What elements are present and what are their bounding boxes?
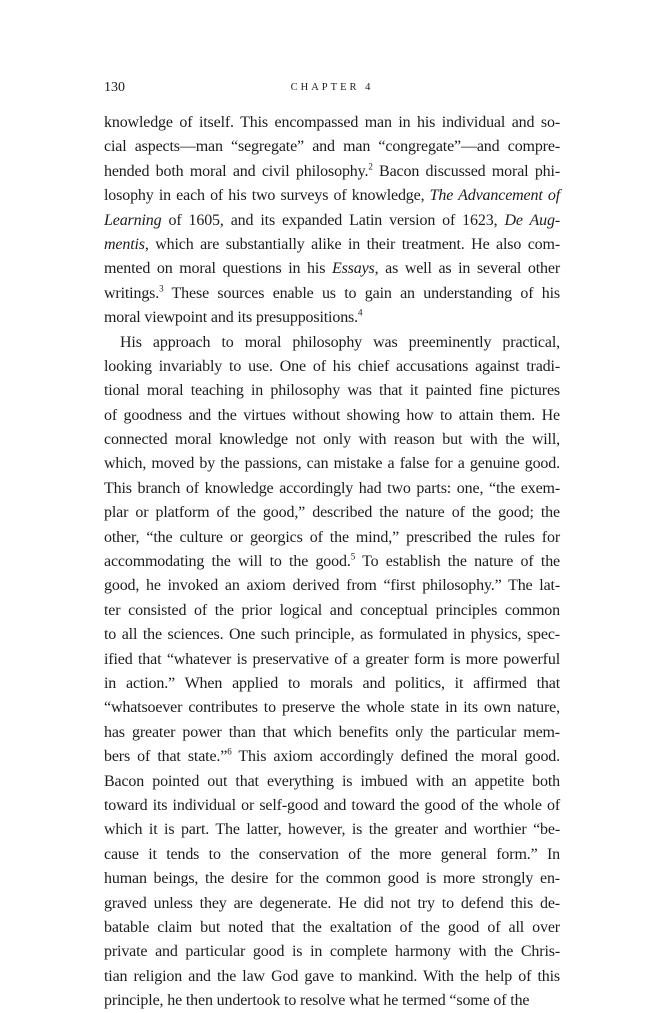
text-line [104,550,560,574]
paragraph [104,331,560,1013]
chapter-heading: CHAPTER 4 [290,82,374,93]
text-run: bers of that state.” [104,748,228,766]
text-line [104,355,560,379]
italic-title: Essays [331,260,375,278]
text-run: plar or platform of the good,” described the nature of the good; the [104,504,560,522]
text-run: to all the sciences. One such principle, as formulated in physics, spec- [104,626,560,644]
text-line [104,745,560,769]
text-run: principle, he then undertook to resolve what he termed “some of the [104,992,530,1010]
text-run: batable claim but noted that the exaltation of the good of all over [104,918,560,936]
italic-title: mentis [104,235,145,253]
text-line [104,306,560,330]
text-run: private and particular good is in complete harmony with the Chris- [104,943,560,961]
page-number: 130 [104,80,125,95]
text-run: other, “the culture or georgics of the mind,” prescribed the rules for [104,528,560,546]
body-text [104,111,560,1013]
text-line [104,648,560,672]
text-line [104,428,560,452]
text-run: , as well as in several other [374,260,561,278]
text-run: connected moral knowledge not only with reason but with the will, [104,431,560,449]
text-line [104,965,560,989]
text-run: cial aspects—man “segregate” and man “congregate”—and compre- [104,138,560,156]
text-run: To establish the nature of the [355,553,560,571]
text-run: moral viewpoint and its presuppositions. [104,309,358,327]
text-run: which, moved by the passions, can mistake a false for a genuine good. [104,455,560,473]
text-line [104,111,560,135]
text-line [104,940,560,964]
footnote-marker: 4 [357,307,363,318]
text-run: of 1605, and its expanded Latin version of 1623, [161,211,505,229]
text-line [104,916,560,940]
text-line [104,501,560,525]
italic-title: De Aug- [504,211,560,229]
text-run: This branch of knowledge accordingly had two parts: one, “the exem- [104,479,560,497]
text-line [104,794,560,818]
text-run: ified that “whatever is preservative of a greater form is more powerful [104,650,560,668]
text-line [104,404,560,428]
text-line [104,623,560,647]
text-line [104,867,560,891]
paragraph [104,111,560,331]
text-line [104,696,560,720]
text-run: has greater power than that which benefits only the particular mem- [104,723,560,741]
text-run: tian religion and the law God gave to mankind. With the help of this [104,967,560,985]
text-run: looking invariably to use. One of his chief accusations against tradi- [104,357,560,375]
text-line [104,331,560,355]
text-run: mented on moral questions in his [104,260,332,278]
text-run: Bacon pointed out that everything is imbued with an appetite both [104,772,560,790]
text-line [104,257,560,281]
text-run: which it is part. The latter, however, is the greater and worthier “be- [104,821,560,839]
text-run: in action.” When applied to morals and politics, it affirmed that [104,674,560,692]
text-line [104,160,560,184]
text-line [104,452,560,476]
running-head [104,78,560,98]
text-run: of goodness and the virtues without showing how to attain them. He [104,406,560,424]
text-run: good, he invoked an axiom derived from “first philosophy.” The lat- [104,577,560,595]
footnote-marker: 2 [368,161,373,172]
text-run: These sources enable us to gain an understanding of his [163,284,560,302]
text-line [104,599,560,623]
footnote-marker: 3 [159,283,164,294]
text-run: His approach to moral philosophy was preeminently practical, [120,333,560,351]
text-run: hended both moral and civil philosophy. [104,162,369,180]
footnote-marker: 5 [350,551,356,562]
text-run: losophy in each of his two surveys of knowledge, [104,187,430,205]
text-run: accommodating the will to the good. [104,553,351,571]
text-line [104,233,560,257]
text-line [104,282,560,306]
text-line [104,526,560,550]
text-line [104,989,560,1013]
text-run: human beings, the desire for the common good is more strongly en- [104,870,560,888]
text-line [104,209,560,233]
text-run: This axiom accordingly defined the moral good. [231,748,560,766]
text-line [104,721,560,745]
text-run: cause it tends to the conservation of the more general form.” In [104,845,560,863]
text-run: Bacon discussed moral phi- [372,162,560,180]
text-line [104,184,560,208]
italic-title: Learning [104,211,162,229]
text-line [104,770,560,794]
text-run: “whatsoever contributes to preserve the whole state in its own nature, [104,699,560,717]
footnote-marker: 6 [227,746,232,757]
text-line [104,477,560,501]
text-line [104,843,560,867]
text-line [104,892,560,916]
text-run: tional moral teaching in philosophy was that it painted fine pictures [104,382,560,400]
text-run: ter consisted of the prior logical and conceptual principles common [104,601,560,619]
text-line [104,135,560,159]
text-run: , which are substantially alike in their treatment. He also com- [144,235,560,253]
italic-title: The Advancement of [429,187,560,205]
text-line [104,818,560,842]
text-run: writings. [104,284,160,302]
text-line [104,379,560,403]
text-run: knowledge of itself. This encompassed man in his individual and so- [104,114,560,131]
text-run: toward its individual or self-good and toward the good of the whole of [104,796,560,814]
text-line [104,574,560,598]
text-run: graved unless they are degenerate. He did not try to defend this de- [104,894,560,912]
text-line [104,672,560,696]
